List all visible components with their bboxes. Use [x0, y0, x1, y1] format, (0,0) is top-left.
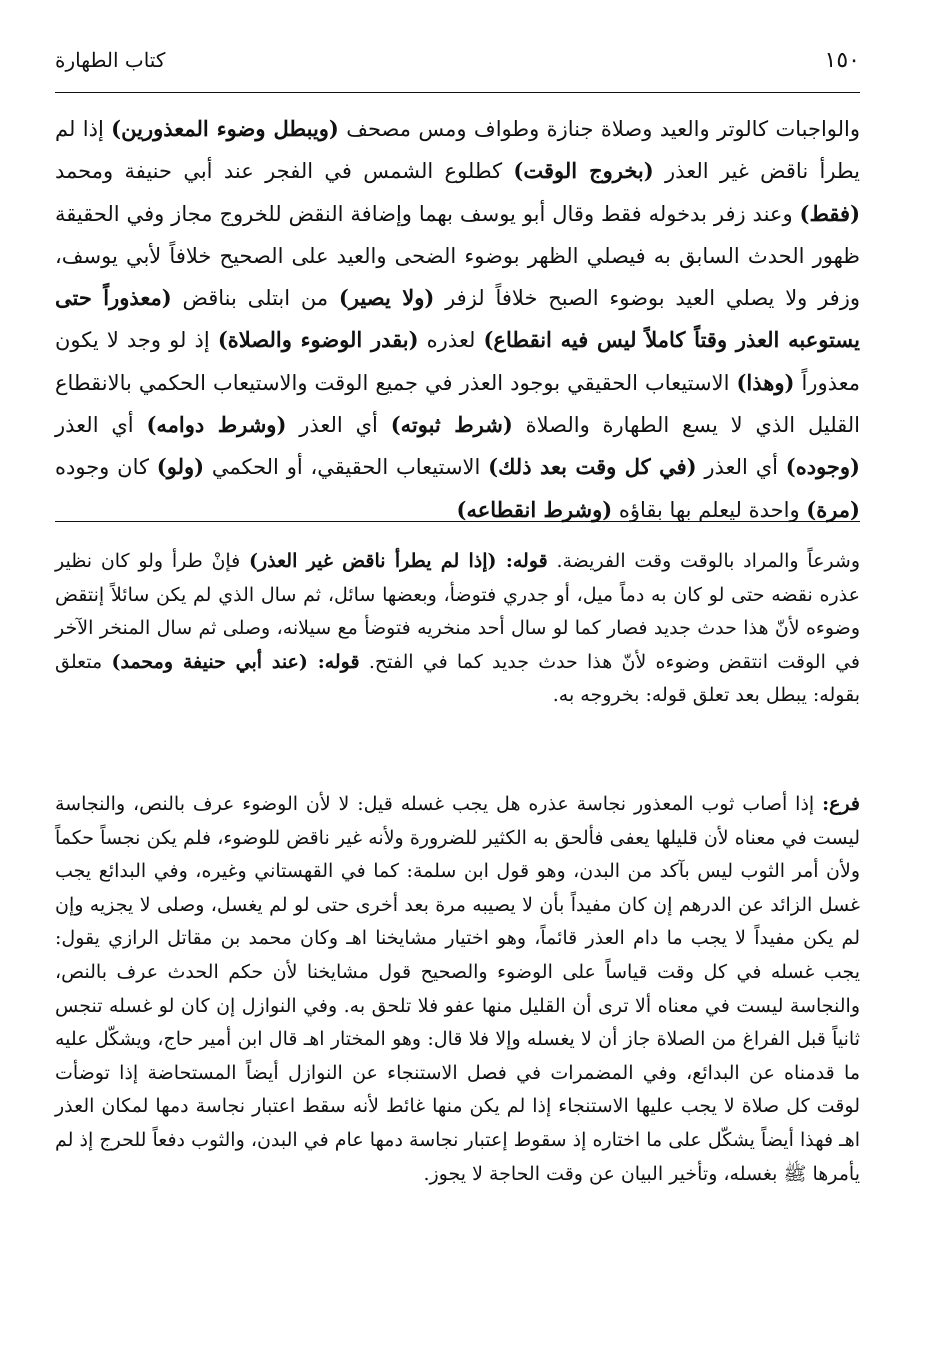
branch-note-paragraph: فرع: إذا أصاب ثوب المعذور نجاسة عذره هل يجب غسله قيل: لا لأن الوضوء عرف بالنص، والنجاسة ليست في معناه لأن قليلها يعفى فألحق به الكثير للضرورة ولأنه غير ناقض للوضوء، فلم يكن نجساً حكماً ولأن أمر الثوب ليس بآكد من البدن، وهو قول ابن سلمة: كما في القهستاني وغيره، وفي البدائع يجب غسل الزائد عن الدرهم إن كان مفيداً بأن لا يصيبه مرة بعد أخرى حتى لو لم يغسل، وصلى لا يجزيه وإن لم يكن مفيداً لا يجب ما دام العذر قائماً، وهو اختيار مشايخنا اهـ وكان محمد بن مقاتل الرازي يقول: يجب غسله في كل وقت قياساً على الوضوء والصحيح قول مشايخنا لأن حكم الحدث عرف بالنص، والنجاسة ليست في معناه ألا ترى أن القليل منها عفو فلا تلحق به. وفي النوازل إن كان لو غسله تنجس ثانياً قبل الفراغ من الصلاة جاز أن لا يغسله وإلا فلا قال: وهو المختار اهـ قال ابن أمير حاج، ويشكّل عليه ما قدمناه عن البدائع، وفي المضمرات في فصل الاستنجاء عن النوازل أيضاً المستحاضة إذا توضأت لوقت كل صلاة لا يجب عليها الاستنجاء إذا لم يكن منها غائط لأنه سقط اعتبار نجاسة دمها لمكان العذر اهـ فهذا أيضاً يشكّل على ما اختاره إذ سقوط إعتبار نجاسة دمها عام في البدن، والثوب دفعاً للحرج إذ لم يأمرها ﷺ بغسله، وتأخير البيان عن وقت الحاجة لا يجوز.	[55, 793, 861, 1185]
commentary-paragraph: وشرعاً والمراد بالوقت وقت الفريضة. قوله: (إذا لم يطرأ ناقض غير العذر) فإنْ طرأ ولو كان نظير عذره نقضه حتى لو كان به دماً ميل، أو جدري فتوضأ، وبعضها سائل، ثم سال الذي لم يكن سائلاً إنتقض وضوءه لأنّ هذا حدث جديد فصار كما لو سال أحد منخريه فتوضأ مع سيلانه، وصلى ثم سال المنخر الآخر في الوقت انتقض وضوءه لأنّ هذا حدث جديد كما في الفتح. قوله: (عند أبي حنيفة ومحمد) متعلق بقوله: يبطل بعد تعلق قوله: بخروجه به.	[55, 550, 860, 707]
commentary-divider	[55, 521, 860, 522]
main-text-paragraph: والواجبات كالوتر والعيد وصلاة جنازة وطواف ومس مصحف (ويبطل وضوء المعذورين) إذا لم يطرأ ناقض غير العذر (بخروج الوقت) كطلوع الشمس في الفجر عند أبي حنيفة ومحمد (فقط) وعند زفر بدخوله فقط وقال أبو يوسف بهما وإضافة النقض للخروج مجاز وفي الحقيقة ظهور الحدث السابق به فيصلي الظهر بوضوء الضحى والعيد على الصحيح خلافاً لأبي يوسف، وزفر ولا يصلي العيد بوضوء الصبح خلافاً لزفر (ولا يصير) من ابتلى بناقض (معذوراً حتى يستوعبه العذر وقتاً كاملاً ليس فيه انقطاع) لعذره (بقدر الوضوء والصلاة) إذ لو وجد لا يكون معذوراً (وهذا) الاستيعاب الحقيقي بوجود العذر في جميع الوقت والاستيعاب الحكمي بالانقطاع القليل الذي لا يسع الطهارة والصلاة (شرط ثبوته) أي العذر (وشرط دوامه) أي العذر (وجوده) أي العذر (في كل وقت بعد ذلك) الاستيعاب الحقيقي، أو الحكمي (ولو) كان وجوده (مرة) واحدة ليعلم بها بقاؤه (وشرط انقطاعه)	[55, 116, 861, 522]
branch-note-block	[55, 788, 860, 1191]
header-divider	[55, 92, 860, 93]
main-text-block	[55, 108, 860, 531]
running-title: كتاب الطهارة	[55, 48, 166, 72]
page-number: ١٥٠	[824, 48, 860, 73]
page-header	[55, 42, 860, 82]
commentary-block	[55, 545, 860, 713]
